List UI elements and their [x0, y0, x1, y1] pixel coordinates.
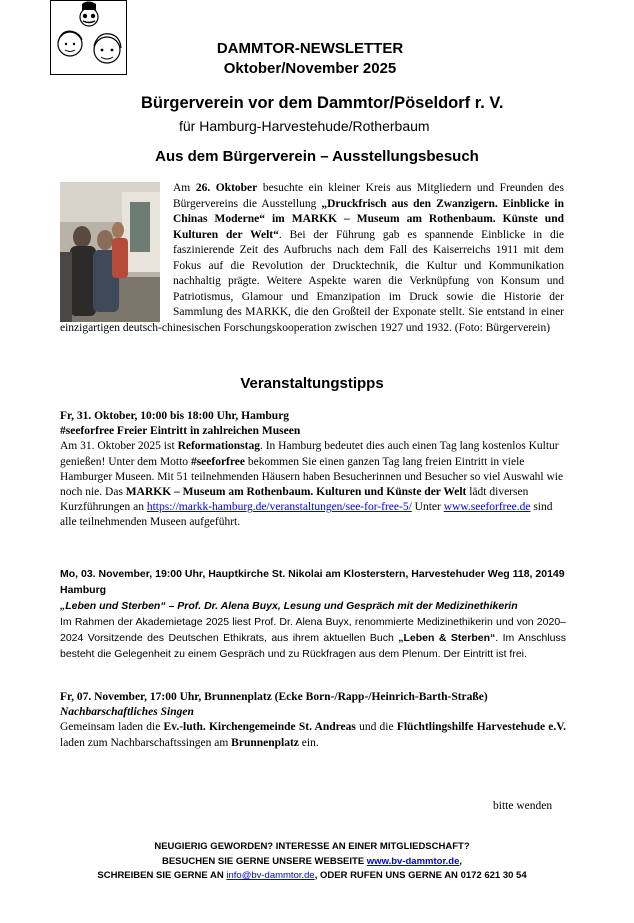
exhibition-name: „Druckfrisch aus den Zwanzigern. Einblicke in Chinas Moderne“ im MARKK – Museum am Rothenbaum. Künste und Kulturen der Welt“ [173, 197, 564, 241]
bitte-wenden-note: bitte wenden [493, 800, 553, 812]
newsletter-issue: Oktober/November 2025 [223, 60, 397, 77]
event-when: Fr, 07. November, 17:00 Uhr, Brunnenplatz (Ecke Born-/Rapp-/Heinrich-Barth-Straße) [60, 691, 488, 703]
phone-number: 0172 621 30 54 [460, 870, 527, 881]
event-leben-und-sterben: Mo, 03. November, 19:00 Uhr, Hauptkirche St. Nikolai am Klosterstern, Harvestehuder Weg 118, 20149 Hamburg „Leben und Sterben“ – Prof. Dr. Alena Buyx, Lesung und Gespräch mit der Medizinethikerin Im Rahmen der Akademietage 2025 liest Prof. Dr. Alena Buyx, renommierte Medizinethikerin und von 2020–2024 Vorsitzende des Deutschen Ethikrats, aus ihrem aktuellen Buch „Leben & Sterben“. Im Anschluss besteht die Gelegenheit zu einem Gespräch und zu Rückfragen aus dem Plenum. Der Eintritt ist frei. [60, 568, 566, 660]
section-heading-verein: Aus dem Bürgerverein – Ausstellungsbesuch [155, 148, 479, 165]
section-heading-tipps: Veranstaltungstipps [240, 375, 384, 392]
verein-name: Bürgerverein vor dem Dammtor/Pöseldorf r. V. [141, 94, 504, 112]
event-title: „Leben und Sterben“ – Prof. Dr. Alena Buyx, Lesung und Gespräch mit der Medizinethikerin [60, 600, 518, 612]
seeforfree-link[interactable]: www.seeforfree.de [443, 501, 531, 514]
event-title: #seeforfree Freier Eintritt in zahlreichen Museen [60, 425, 301, 438]
event-when: Mo, 03. November, 19:00 Uhr, Hauptkirche St. Nikolai am Klosterstern, Harvestehuder Weg 118, 20149 Hamburg [60, 568, 565, 596]
event-nachbarschaftssingen: Fr, 07. November, 17:00 Uhr, Brunnenplatz (Ecke Born-/Rapp-/Heinrich-Barth-Straße) Nachbarschaftliches Singen Gemeinsam laden die Ev.-luth. Kirchengemeinde St. Andreas und die Flüchtlingshilfe Harvestehude e.V. laden zum Nachbarschaftssingen am Brunnenplatz ein. [60, 691, 566, 749]
article-ausstellungsbesuch: Am 26. Oktober besuchte ein kleiner Kreis aus Mitgliedern und Freunden des Bürgervereins die Ausstellung „Druckfrisch aus den Zwanzigern. Einblicke in Chinas Moderne“ im MARKK – Museum am Rothenbaum. Künste und Kulturen der Welt“. Bei der Führung gab es spannende Einblicke in die faszinierende Zeit des Aufbruchs nach dem Fall des Kaiserreichs 1911 mit dem Fokus auf die Revolution der Drucktechnik, die Kultur und Kommunikation nachhaltig prägte. Weitere Aspekte waren die Verknüpfung von Konsum und Patriotismus, Glamour und Emanzipation im Druck sowie die Historie der Sammlung des MARKK, die den Großteil der Exponate stellt. Sie entstand in einer einzigartigen deutsch-chinesischen Forschungskooperation zwischen 1927 und 1932. (Foto: Bürgerverein) [60, 182, 564, 334]
event-seeforfree: Fr, 31. Oktober, 10:00 bis 18:00 Uhr, Hamburg #seeforfree Freier Eintritt in zahlreichen Museen Am 31. Oktober 2025 ist Reformationstag. In Hamburg bedeutet dies auch einen Tag lang kostenlos Kultur genießen! Unter dem Motto #seeforfree bekommen Sie einen ganzen Tag lang freien Eintritt in viele Hamburger Museen. Mit 51 teilnehmenden Häusern haben Besucherinnen und Besucher so viel Auswahl wie noch nie. Das MARKK – Museum am Rothenbaum. Kulturen und Künste der Welt lädt diversen Kurzführungen an https://markk-hamburg.de/veranstaltungen/see-for-free-5/ Unter www.seeforfree.de sind alle teilnehmenden Museen aufgeführt. [60, 410, 564, 529]
email-link[interactable]: info@bv-dammtor.de [226, 870, 315, 881]
newsletter-title: DAMMTOR-NEWSLETTER [216, 40, 404, 57]
event-title: Nachbarschaftliches Singen [60, 706, 194, 719]
event-when: Fr, 31. Oktober, 10:00 bis 18:00 Uhr, Hamburg [60, 410, 290, 422]
footer-line1: NEUGIERIG GEWORDEN? INTERESSE AN EINER MITGLIEDSCHAFT? [154, 841, 470, 852]
faces-logo-icon [50, 0, 127, 75]
verein-subtitle: für Hamburg-Harvestehude/Rotherbaum [179, 118, 430, 134]
markk-link[interactable]: https://markk-hamburg.de/veranstaltungen/see-for-free-5/ [146, 501, 412, 514]
website-link[interactable]: www.bv-dammtor.de [366, 855, 460, 867]
footer: NEUGIERIG GEWORDEN? INTERESSE AN EINER MITGLIEDSCHAFT? BESUCHEN SIE GERNE UNSERE WEBSEITE www.bv-dammtor.de, SCHREIBEN SIE GERNE AN info@bv-dammtor.de, ODER RUFEN UNS GERNE AN 0172 621 30 54 [0, 840, 624, 884]
article-date: 26. Oktober [195, 182, 258, 194]
